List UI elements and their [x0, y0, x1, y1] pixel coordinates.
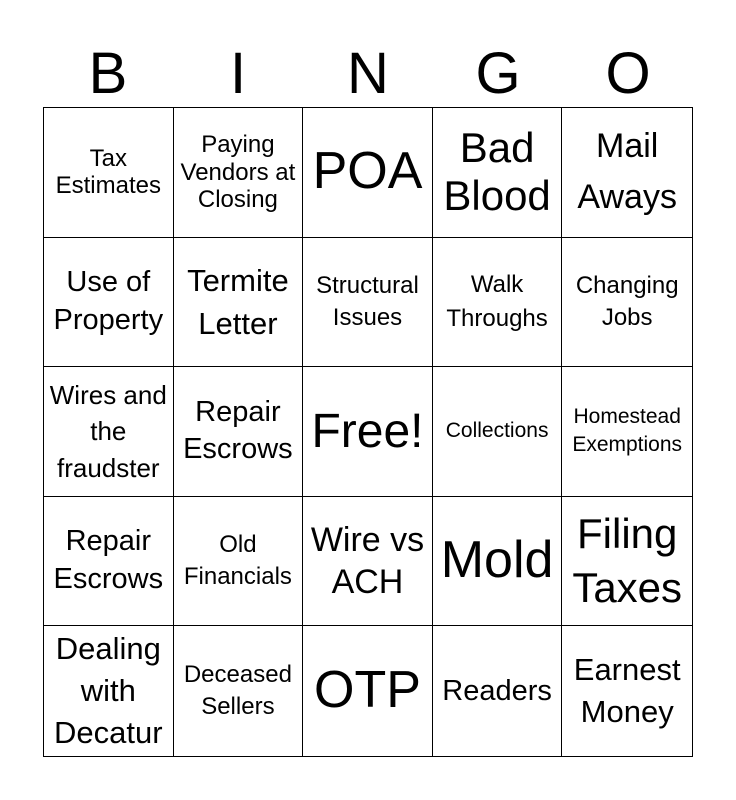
cell-label: Changing Jobs: [575, 271, 679, 331]
bingo-cell-r4c5: [562, 497, 692, 627]
cell-label: Mail Aways: [577, 127, 677, 217]
cell-label: Deceased Sellers: [183, 660, 292, 721]
bingo-cell-r3c1: [44, 367, 174, 497]
header-letter-g: G: [475, 41, 521, 106]
cell-label: Repair Escrows: [53, 525, 164, 596]
cell-label: Filing Taxes: [572, 509, 683, 612]
bingo-board: [43, 107, 693, 757]
bingo-cell-r5c1: [44, 626, 174, 756]
cell-label: Termite Letter: [187, 262, 289, 341]
cell-label: Readers: [442, 674, 552, 707]
bingo-cell-r1c2: [174, 108, 304, 238]
cell-label: Homestead Exemptions: [572, 405, 683, 457]
bingo-cell-r3c5: [562, 367, 692, 497]
header-letter-o: O: [605, 41, 651, 106]
cell-label: OTP: [314, 661, 421, 720]
cell-label: POA: [312, 142, 423, 201]
cell-label: Tax Estimates: [55, 144, 161, 200]
cell-label: Old Financials: [183, 530, 292, 591]
bingo-cell-r5c4: [433, 626, 563, 756]
bingo-cell-r5c2: [174, 626, 304, 756]
cell-label: Bad Blood: [443, 124, 551, 220]
cell-label: Earnest Money: [573, 652, 681, 730]
bingo-cell-r1c5: [562, 108, 692, 238]
cell-label: Structural Issues: [316, 271, 419, 331]
bingo-cell-r4c1: [44, 497, 174, 627]
bingo-cell-r3c4: [433, 367, 563, 497]
cell-label: Walk Throughs: [446, 271, 548, 332]
bingo-cell-r5c5: [562, 626, 692, 756]
bingo-cell-r1c4: [433, 108, 563, 238]
bingo-cell-r4c2: [174, 497, 304, 627]
cell-label: Wire vs ACH: [310, 520, 425, 602]
bingo-cell-r2c2: [174, 238, 304, 368]
bingo-cell-r2c4: [433, 238, 563, 368]
header-letter-i: I: [229, 41, 247, 106]
cell-label: Repair Escrows: [183, 395, 293, 466]
cell-label: Collections: [445, 419, 549, 443]
bingo-cell-r4c4: [433, 497, 563, 627]
bingo-header: [43, 42, 693, 106]
bingo-cell-r2c5: [562, 238, 692, 368]
cell-label: Wires and the fraudster: [49, 379, 167, 483]
bingo-cell-r2c1: [44, 238, 174, 368]
cell-label: Dealing with Decatur: [54, 631, 163, 751]
bingo-cell-r2c3: [303, 238, 433, 368]
header-letter-n: N: [347, 41, 389, 106]
bingo-cell-r4c3: [303, 497, 433, 627]
bingo-cell-r5c3: [303, 626, 433, 756]
bingo-cell-r3c2: [174, 367, 304, 497]
cell-label: Mold: [440, 531, 554, 590]
cell-label: Use of Property: [53, 266, 164, 336]
header-letter-b: B: [88, 41, 128, 106]
cell-label: Free!: [311, 404, 424, 458]
bingo-cell-r1c3: [303, 108, 433, 238]
cell-label: Paying Vendors at Closing: [180, 130, 296, 214]
bingo-cell-r1c1: [44, 108, 174, 238]
bingo-cell-r3c3: [303, 367, 433, 497]
